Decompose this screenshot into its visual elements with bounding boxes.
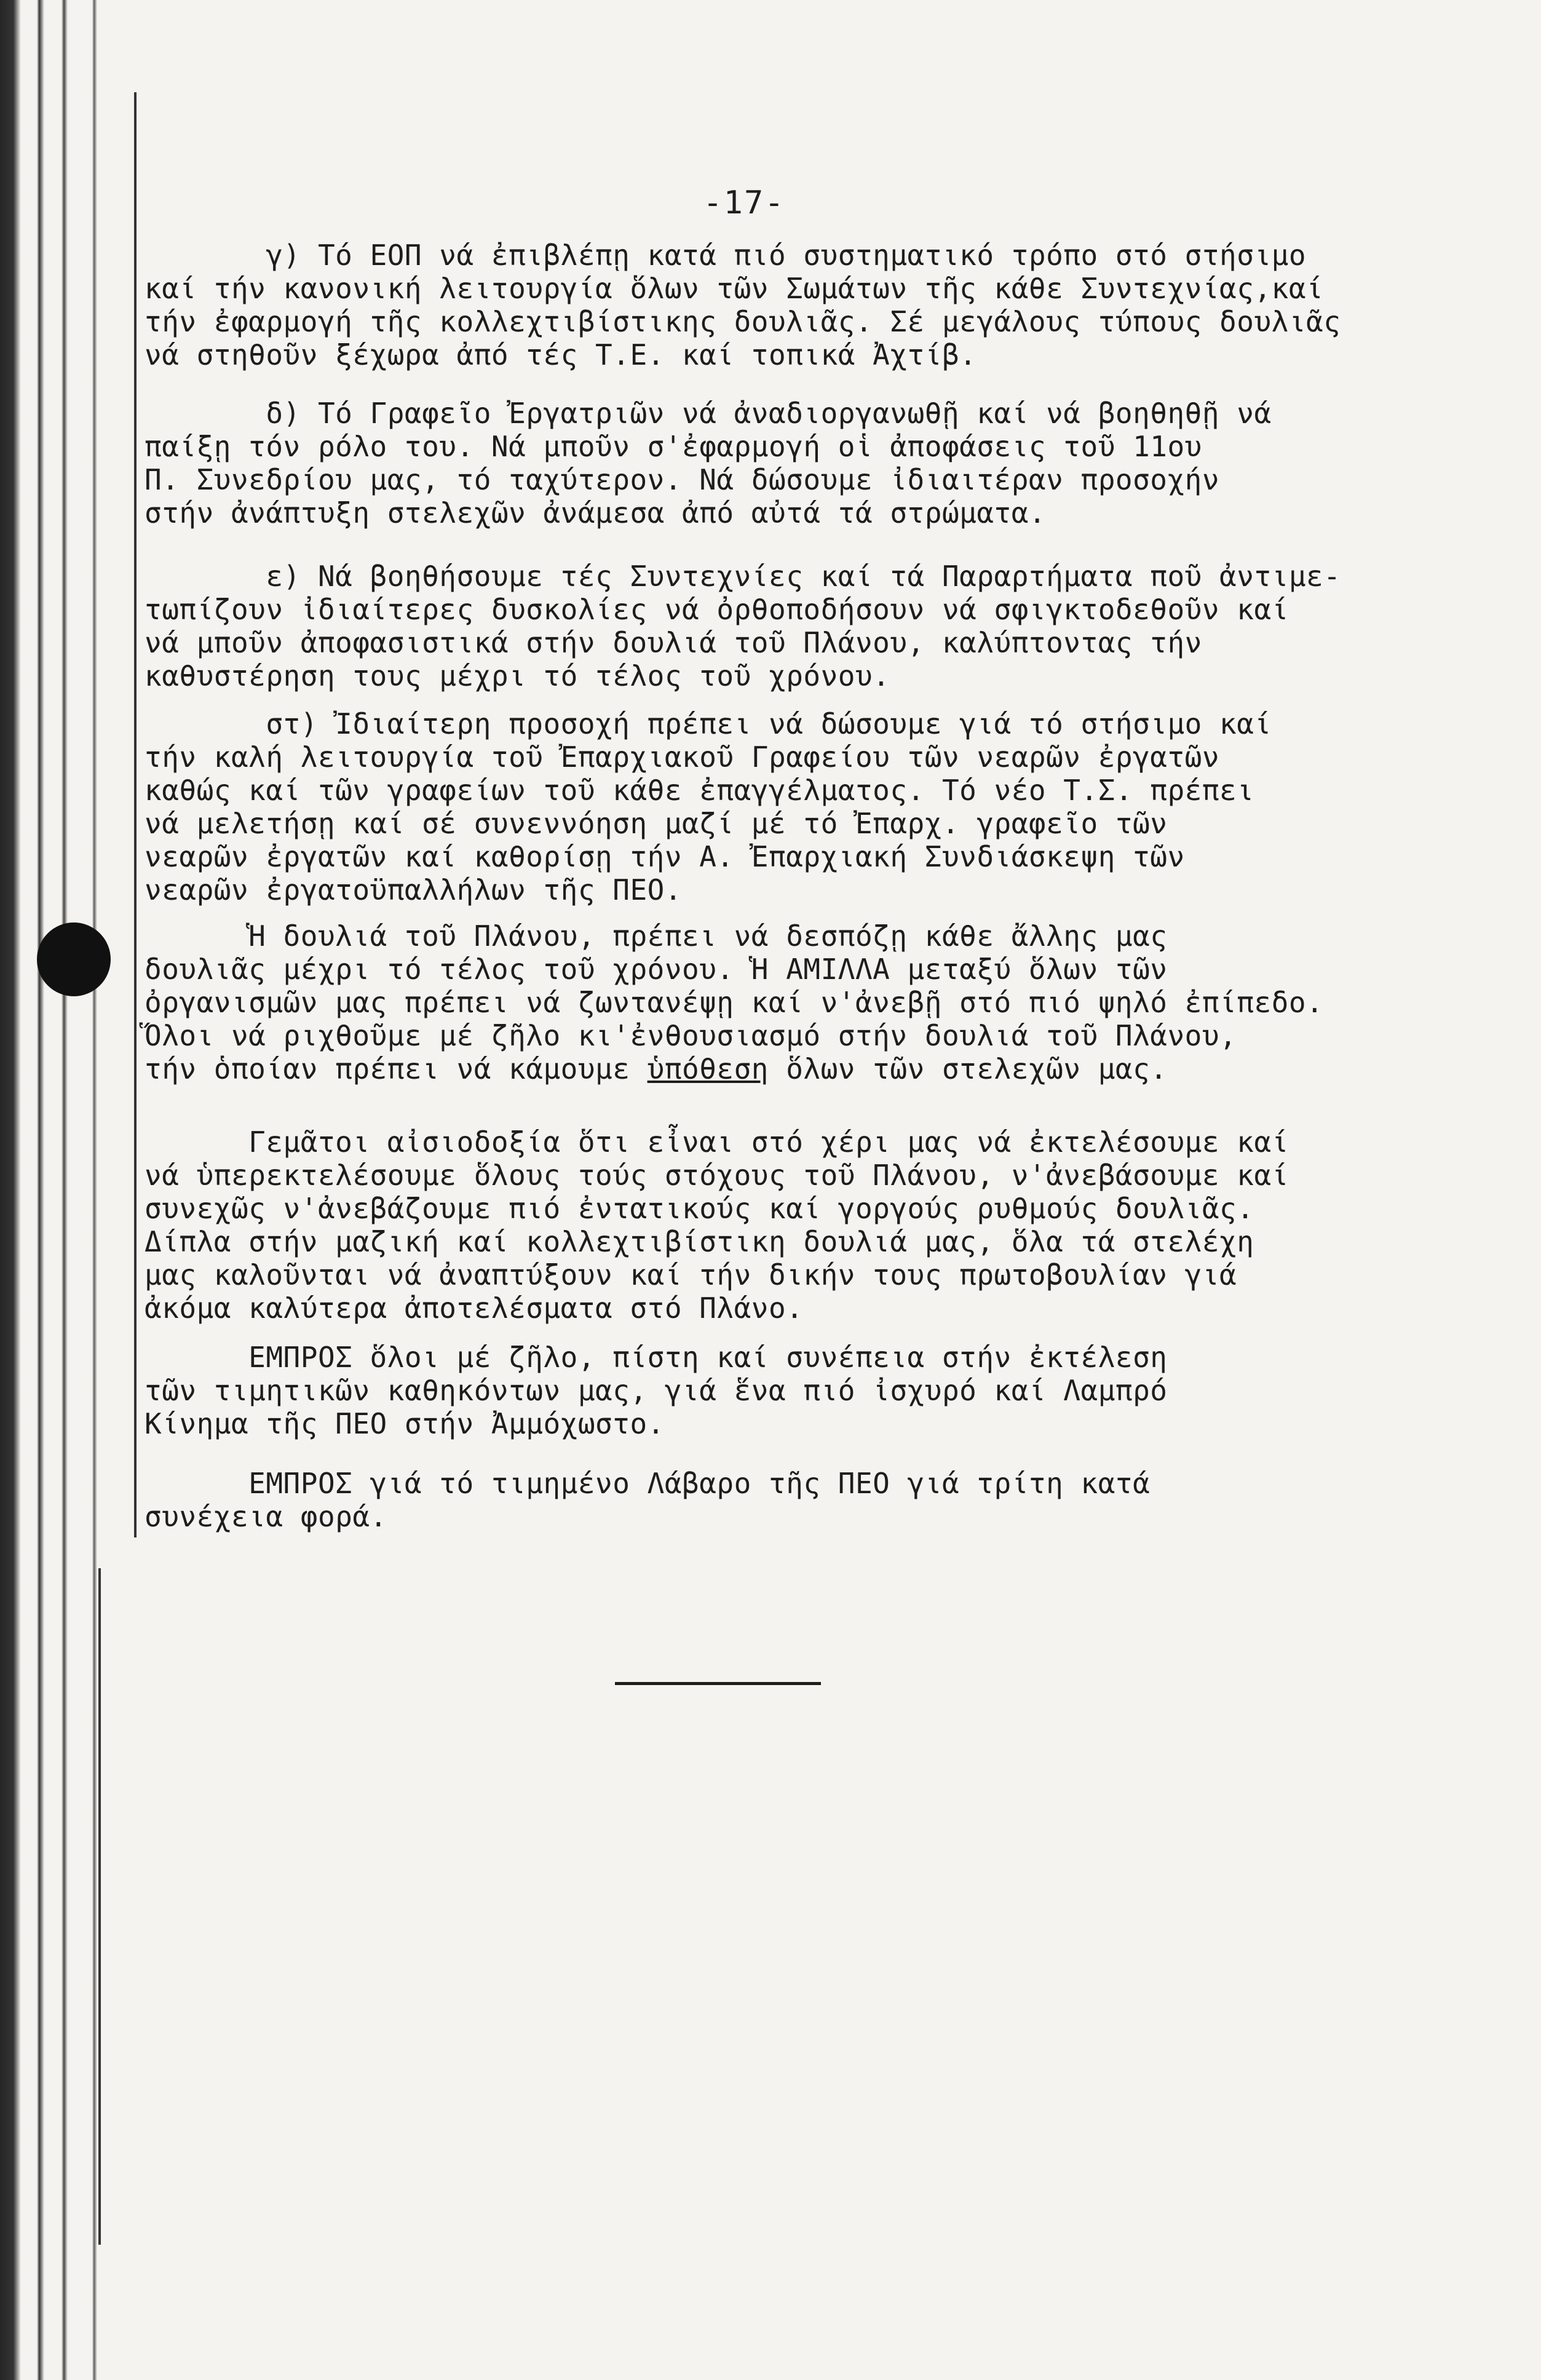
text-line: ε) Νά βοηθήσουμε τές Συντεχνίες καί τά Παραρτήματα ποῦ ἀντιμε- (145, 560, 1341, 593)
underlined-word: ὑπόθεση (647, 1052, 769, 1085)
text-line: καθυστέρηση τους μέχρι τό τέλος τοῦ χρόνου. (145, 659, 890, 692)
text-line: δουλιᾶς μέχρι τό τέλος τοῦ χρόνου. Ἡ ΑΜΙΛΛΑ μεταξύ ὅλων τῶν (145, 953, 1168, 986)
text-line: καί τήν κανονική λειτουργία ὅλων τῶν Σωμάτων τῆς κάθε Συντεχνίας,καί (145, 272, 1324, 305)
binding-edge (0, 0, 141, 2380)
text-line: τωπίζουν ἰδιαίτερες δυσκολίες νά ὀρθοποδήσουν νά σφιγκτοδεθοῦν καί (145, 593, 1289, 626)
text-line: ὀργανισμῶν μας πρέπει νά ζωντανέψῃ καί ν'ἀνεβῇ στό πιό ψηλό ἐπίπεδο. (145, 986, 1324, 1019)
text-line: δ) Τό Γραφεῖο Ἐργατριῶν νά ἀναδιοργανωθῇ καί νά βοηθηθῇ νά (145, 397, 1272, 430)
text-line: Δίπλα στήν μαζική καί κολλεχτιβίστικη δουλιά μας, ὅλα τά στελέχη (145, 1225, 1254, 1258)
text-line: νά μποῦν ἀποφασιστικά στήν δουλιά τοῦ Πλάνου, καλύπτοντας τήν (145, 626, 1202, 659)
text-line (145, 1052, 1424, 1085)
text-line: νά ὑπερεκτελέσουμε ὅλους τούς στόχους τοῦ Πλάνου, ν'ἀνεβάσουμε καί (145, 1159, 1289, 1192)
text-line: τήν ἐφαρμογή τῆς κολλεχτιβίστικης δουλιᾶς. Σέ μεγάλους τύπους δουλιᾶς (145, 305, 1341, 338)
text-line: Γεμᾶτοι αἰσιοδοξία ὅτι εἶναι στό χέρι μας νά ἐκτελέσουμε καί (145, 1125, 1289, 1159)
text-line: Κίνημα τῆς ΠΕΟ στήν Ἀμμόχωστο. (145, 1407, 665, 1440)
paragraph-forward-1 (145, 1341, 1424, 1440)
text-line: παίξῃ τόν ρόλο του. Νά μποῦν σ'ἐφαρμογή οἱ ἀποφάσεις τοῦ 11ου (145, 430, 1202, 463)
text-line: ἀκόμα καλύτερα ἀποτελέσματα στό Πλάνο. (145, 1291, 804, 1325)
text-line: στήν ἀνάπτυξη στελεχῶν ἀνάμεσα ἀπό αὐτά τά στρώματα. (145, 496, 1047, 530)
margin-rule (98, 1568, 101, 2245)
text-line: μας καλοῦνται νά ἀναπτύξουν καί τήν δικήν τους πρωτοβουλίαν γιά (145, 1258, 1237, 1291)
paragraph-stigma (145, 707, 1424, 906)
text-line: τήν καλή λειτουργία τοῦ Ἐπαρχιακοῦ Γραφείου τῶν νεαρῶν ἐργατῶν (145, 740, 1220, 774)
paragraph-epsilon (145, 560, 1424, 692)
text-line: ΕΜΠΡΟΣ γιά τό τιμημένο Λάβαρο τῆς ΠΕΟ γιά τρίτη κατά (145, 1467, 1151, 1500)
paragraph-forward-2 (145, 1467, 1424, 1533)
text-line: ΕΜΠΡΟΣ ὅλοι μέ ζῆλο, πίστη καί συνέπεια στήν ἐκτέλεση (145, 1341, 1168, 1374)
text-line: συνεχῶς ν'ἀνεβάζουμε πιό ἐντατικούς καί γοργούς ρυθμούς δουλιᾶς. (145, 1192, 1254, 1225)
punch-hole (37, 922, 111, 996)
text-line: νεαρῶν ἐργατῶν καί καθορίσῃ τήν Α. Ἐπαρχιακή Συνδιάσκεψη τῶν (145, 840, 1185, 873)
text-line: νά μελετήσῃ καί σέ συνεννόηση μαζί μέ τό Ἐπαρχ. γραφεῖο τῶν (145, 807, 1168, 840)
text-line: στ) Ἰδιαίτερη προσοχή πρέπει νά δώσουμε γιά τό στήσιμο καί (145, 707, 1272, 740)
paragraph-pride (145, 1125, 1424, 1325)
text-line: Π. Συνεδρίου μας, τό ταχύτερον. Νά δώσουμε ἰδιαιτέραν προσοχήν (145, 463, 1220, 496)
text-fragment: τήν ὁποίαν πρέπει νά κάμουμε (145, 1052, 648, 1085)
text-line: Ἡ δουλιά τοῦ Πλάνου, πρέπει νά δεσπόζῃ κάθε ἄλλης μας (145, 919, 1168, 953)
paragraph-gamma (145, 239, 1424, 371)
text-line: καθώς καί τῶν γραφείων τοῦ κάθε ἐπαγγέλματος. Τό νέο Τ.Σ. πρέπει (145, 774, 1254, 807)
page-number: -17- (703, 184, 785, 221)
text-line: νά στηθοῦν ξέχωρα ἀπό τές Τ.Ε. καί τοπικά Ἀχτίβ. (145, 338, 977, 371)
text-line: συνέχεια φορά. (145, 1500, 387, 1533)
paragraph-plan (145, 919, 1424, 1085)
text-fragment: ὅλων τῶν στελεχῶν μας. (769, 1052, 1168, 1085)
margin-rule (134, 92, 137, 1537)
end-rule (615, 1682, 821, 1685)
text-line: νεαρῶν ἐργατοϋπαλλήλων τῆς ΠΕΟ. (145, 873, 683, 906)
paragraph-delta (145, 397, 1424, 530)
text-line: τῶν τιμητικῶν καθηκόντων μας, γιά ἕνα πιό ἰσχυρό καί Λαμπρό (145, 1374, 1168, 1407)
text-line: γ) Τό ΕΟΠ νά ἐπιβλέπῃ κατά πιό συστηματικό τρόπο στό στήσιμο (145, 239, 1307, 272)
text-line: Ὅλοι νά ριχθοῦμε μέ ζῆλο κι'ἐνθουσιασμό στήν δουλιά τοῦ Πλάνου, (145, 1019, 1237, 1052)
